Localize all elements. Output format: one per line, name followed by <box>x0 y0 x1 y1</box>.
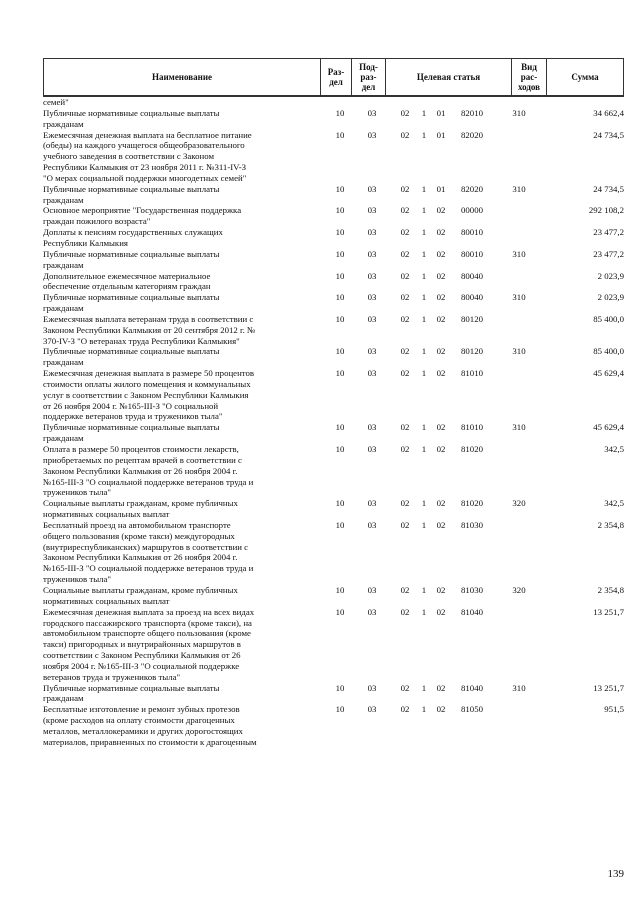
name-cell: Публичные нормативные социальные выплаты гражданам <box>43 183 220 205</box>
podrazdel-cell: 03 <box>367 498 377 509</box>
name-cell: Бесплатные изготовление и ремонт зубных протезов (кроме расходов на оплату стоимости драгоценных металлов, металлокерамики и других дорогостоящих материалов, приравненных по стоимости к драгоценным <box>43 704 257 747</box>
target-article-part4-cell: 81030 <box>461 519 483 530</box>
razdel-cell: 10 <box>335 584 345 595</box>
table-row <box>0 498 640 520</box>
expense-type-cell: 320 <box>512 584 526 595</box>
table-row <box>0 227 640 249</box>
table-row <box>0 444 640 498</box>
name-cell: Публичные нормативные социальные выплаты гражданам <box>43 248 220 270</box>
target-article-part4-cell: 80040 <box>461 270 483 281</box>
podrazdel-cell: 03 <box>367 107 377 118</box>
header-expense-type: Вид рас- ходов <box>512 59 547 95</box>
target-article-part3-cell: 02 <box>436 444 446 454</box>
sum-cell: 45 629,4 <box>593 368 624 379</box>
name-cell: Публичные нормативные социальные выплаты гражданам <box>43 346 220 368</box>
header-target-article: Целевая статья <box>386 59 512 95</box>
target-article-part3-cell: 02 <box>436 606 446 617</box>
table-row <box>0 585 640 607</box>
table-row <box>0 422 640 444</box>
podrazdel-cell: 03 <box>367 227 377 238</box>
target-article-part1-cell: 02 <box>400 444 410 454</box>
table-row <box>0 368 640 422</box>
target-article-part3-cell: 02 <box>436 346 446 357</box>
target-article-part4-cell: 81040 <box>461 682 483 693</box>
razdel-cell: 10 <box>335 704 345 715</box>
expense-type-cell: 310 <box>512 292 526 303</box>
target-article-part2-cell: 1 <box>421 368 427 379</box>
table-body <box>0 97 640 748</box>
target-article-part1-cell: 02 <box>400 682 410 693</box>
name-cell: Дополнительное ежемесячное материальное обеспечение отдельным категориям граждан <box>43 270 211 292</box>
sum-cell: 2 023,9 <box>597 292 624 303</box>
podrazdel-cell: 03 <box>367 606 377 617</box>
table-row <box>0 108 640 130</box>
razdel-cell: 10 <box>335 606 345 617</box>
target-article-part3-cell: 01 <box>436 107 446 118</box>
sum-cell: 2 023,9 <box>597 270 624 281</box>
target-article-part4-cell: 81010 <box>461 368 483 379</box>
razdel-cell: 10 <box>335 107 345 118</box>
podrazdel-cell: 03 <box>367 422 377 433</box>
expense-type-cell: 310 <box>512 682 526 693</box>
target-article-part3-cell: 02 <box>436 292 446 303</box>
target-article-part1-cell: 02 <box>400 498 410 509</box>
podrazdel-cell: 03 <box>367 205 377 216</box>
target-article-part3-cell: 02 <box>436 270 446 281</box>
name-cell: Социальные выплаты гражданам, кроме публичных нормативных социальных выплат <box>43 584 238 606</box>
name-cell: Публичные нормативные социальные выплаты гражданам <box>43 682 220 704</box>
table-row <box>0 292 640 314</box>
target-article-part4-cell: 80120 <box>461 346 483 357</box>
target-article-part3-cell: 02 <box>436 205 446 216</box>
target-article-part2-cell: 1 <box>421 584 427 595</box>
target-article-part2-cell: 1 <box>421 444 427 454</box>
target-article-part2-cell: 1 <box>421 682 427 693</box>
sum-cell: 23 477,2 <box>593 248 624 259</box>
target-article-part3-cell: 02 <box>436 313 446 324</box>
name-cell: Публичные нормативные социальные выплаты гражданам <box>43 422 220 444</box>
target-article-part1-cell: 02 <box>400 183 410 194</box>
expense-type-cell: 310 <box>512 107 526 118</box>
target-article-part3-cell: 01 <box>436 183 446 194</box>
name-cell: Доплаты к пенсиям государственных служащих Республики Калмыкия <box>43 227 223 248</box>
name-cell: Основное мероприятие "Государственная поддержка граждан пожилого возраста" <box>43 205 242 227</box>
sum-cell: 292 108,2 <box>588 205 624 216</box>
podrazdel-cell: 03 <box>367 368 377 379</box>
table-row <box>0 704 640 747</box>
sum-cell: 24 734,5 <box>593 129 624 140</box>
target-article-part1-cell: 02 <box>400 422 410 433</box>
razdel-cell: 10 <box>335 444 345 454</box>
target-article-part2-cell: 1 <box>421 129 427 140</box>
razdel-cell: 10 <box>335 519 345 530</box>
sum-cell: 24 734,5 <box>593 183 624 194</box>
name-cell: Публичные нормативные социальные выплаты гражданам <box>43 107 220 129</box>
name-cell: Ежемесячная денежная выплата за проезд на всех видах городского пассажирского транспорта (кроме такси), на автомобильном транспорте общего пользования (кроме такси) пригородных и внутрирайонных маршрутов в соответствии с Законом Республики Калмыкия от 26 ноября 2004 г. №165-III-З "О социальной поддержке ветеранов труда и тружеников тыла" <box>43 606 255 682</box>
podrazdel-cell: 03 <box>367 346 377 357</box>
target-article-part4-cell: 00000 <box>461 205 483 216</box>
target-article-part3-cell: 02 <box>436 422 446 433</box>
target-article-part1-cell: 02 <box>400 704 410 715</box>
razdel-cell: 10 <box>335 422 345 433</box>
target-article-part2-cell: 1 <box>421 498 427 509</box>
podrazdel-cell: 03 <box>367 129 377 140</box>
razdel-cell: 10 <box>335 248 345 259</box>
sum-cell: 2 354,8 <box>597 584 624 595</box>
target-article-part3-cell: 02 <box>436 682 446 693</box>
table-row <box>0 346 640 368</box>
razdel-cell: 10 <box>335 205 345 216</box>
razdel-cell: 10 <box>335 292 345 303</box>
razdel-cell: 10 <box>335 129 345 140</box>
target-article-part2-cell: 1 <box>421 107 427 118</box>
sum-cell: 23 477,2 <box>593 227 624 238</box>
target-article-part1-cell: 02 <box>400 129 410 140</box>
table-row <box>0 683 640 705</box>
razdel-cell: 10 <box>335 368 345 379</box>
target-article-part1-cell: 02 <box>400 270 410 281</box>
name-cell: семей" <box>43 97 69 107</box>
target-article-part1-cell: 02 <box>400 248 410 259</box>
name-cell: Бесплатный проезд на автомобильном транспорте общего пользования (кроме такси) междугородных (внутриреспубликанских) маршрутов в соответствии с Законом Республики Калмыкия от 26 ноября 2004 г. №165-III-З "О социальной поддержке ветеранов труда и тружеников тыла" <box>43 519 254 585</box>
target-article-part2-cell: 1 <box>421 292 427 303</box>
podrazdel-cell: 03 <box>367 248 377 259</box>
name-cell: Социальные выплаты гражданам, кроме публичных нормативных социальных выплат <box>43 498 238 520</box>
sum-cell: 2 354,8 <box>597 519 624 530</box>
sum-cell: 13 251,7 <box>593 606 624 617</box>
target-article-part1-cell: 02 <box>400 227 410 238</box>
sum-cell: 13 251,7 <box>593 682 624 693</box>
target-article-part3-cell: 02 <box>436 498 446 509</box>
table-row <box>0 205 640 227</box>
razdel-cell: 10 <box>335 498 345 509</box>
expense-type-cell: 310 <box>512 422 526 433</box>
target-article-part1-cell: 02 <box>400 107 410 118</box>
target-article-part4-cell: 82010 <box>461 107 483 118</box>
razdel-cell: 10 <box>335 270 345 281</box>
podrazdel-cell: 03 <box>367 682 377 693</box>
target-article-part2-cell: 1 <box>421 346 427 357</box>
target-article-part3-cell: 02 <box>436 584 446 595</box>
razdel-cell: 10 <box>335 227 345 238</box>
table-row <box>0 130 640 184</box>
target-article-part4-cell: 81010 <box>461 422 483 433</box>
podrazdel-cell: 03 <box>367 183 377 194</box>
target-article-part3-cell: 02 <box>436 227 446 238</box>
target-article-part3-cell: 02 <box>436 368 446 379</box>
expense-type-cell: 310 <box>512 346 526 357</box>
header-razdel: Раз- дел <box>321 59 352 95</box>
target-article-part2-cell: 1 <box>421 704 427 715</box>
name-cell: Оплата в размере 50 процентов стоимости лекарств, приобретаемых по рецептам врачей в соответствии с Законом Республики Калмыкия от 26 ноября 2004 г. №165-III-З "О социальной поддержке ветеранов труда и тружеников тыла" <box>43 444 254 498</box>
table-row <box>0 607 640 683</box>
name-cell: Публичные нормативные социальные выплаты гражданам <box>43 292 220 314</box>
table-row <box>0 249 640 271</box>
podrazdel-cell: 03 <box>367 584 377 595</box>
razdel-cell: 10 <box>335 183 345 194</box>
target-article-part4-cell: 81040 <box>461 606 483 617</box>
expense-type-cell: 320 <box>512 498 526 509</box>
target-article-part2-cell: 1 <box>421 248 427 259</box>
target-article-part1-cell: 02 <box>400 313 410 324</box>
name-cell: Ежемесячная денежная выплата в размере 50 процентов стоимости оплаты жилого помещения и коммунальных услуг в соответствии с Законом Республики Калмыкия от 26 ноября 2004 г. №165-III-З "О социальной поддержке ветеранов труда и тружеников тыла" <box>43 368 255 422</box>
podrazdel-cell: 03 <box>367 292 377 303</box>
target-article-part2-cell: 1 <box>421 313 427 324</box>
razdel-cell: 10 <box>335 346 345 357</box>
sum-cell: 45 629,4 <box>593 422 624 433</box>
sum-cell: 85 400,0 <box>593 346 624 357</box>
table-row <box>0 271 640 293</box>
razdel-cell: 10 <box>335 682 345 693</box>
podrazdel-cell: 03 <box>367 270 377 281</box>
target-article-part3-cell: 01 <box>436 129 446 140</box>
target-article-part4-cell: 81030 <box>461 584 483 595</box>
target-article-part4-cell: 82020 <box>461 129 483 140</box>
razdel-cell: 10 <box>335 313 345 324</box>
target-article-part1-cell: 02 <box>400 606 410 617</box>
target-article-part3-cell: 02 <box>436 519 446 530</box>
table-row <box>0 314 640 347</box>
sum-cell: 34 662,4 <box>593 107 624 118</box>
expense-type-cell: 310 <box>512 248 526 259</box>
sum-cell: 342,5 <box>604 498 624 509</box>
target-article-part4-cell: 81050 <box>461 704 483 715</box>
target-article-part2-cell: 1 <box>421 519 427 530</box>
target-article-part4-cell: 80040 <box>461 292 483 303</box>
target-article-part4-cell: 80120 <box>461 313 483 324</box>
podrazdel-cell: 03 <box>367 444 377 454</box>
target-article-part2-cell: 1 <box>421 606 427 617</box>
sum-cell: 85 400,0 <box>593 313 624 324</box>
name-cell: Ежемесячная выплата ветеранам труда в соответствии с Законом Республики Калмыкия от 20 сентября 2012 г. № 370-IV-З "О ветеранах труда Республики Калмыкия" <box>43 313 256 346</box>
target-article-part1-cell: 02 <box>400 292 410 303</box>
target-article-part2-cell: 1 <box>421 227 427 238</box>
table-header <box>43 58 624 96</box>
target-article-part1-cell: 02 <box>400 368 410 379</box>
target-article-part1-cell: 02 <box>400 346 410 357</box>
target-article-part1-cell: 02 <box>400 584 410 595</box>
target-article-part4-cell: 81020 <box>461 444 483 454</box>
target-article-part4-cell: 82020 <box>461 183 483 194</box>
target-article-part4-cell: 81020 <box>461 498 483 509</box>
target-article-part1-cell: 02 <box>400 519 410 530</box>
target-article-part3-cell: 02 <box>436 248 446 259</box>
target-article-part3-cell: 02 <box>436 704 446 715</box>
target-article-part4-cell: 80010 <box>461 248 483 259</box>
target-article-part1-cell: 02 <box>400 205 410 216</box>
target-article-part4-cell: 80010 <box>461 227 483 238</box>
table-row <box>0 184 640 206</box>
table-row <box>0 520 640 585</box>
expense-type-cell: 310 <box>512 183 526 194</box>
sum-cell: 342,5 <box>604 444 624 454</box>
podrazdel-cell: 03 <box>367 313 377 324</box>
target-article-part2-cell: 1 <box>421 422 427 433</box>
header-podrazdel: Под- раз- дел <box>352 59 386 95</box>
sum-cell: 951,5 <box>604 704 624 715</box>
podrazdel-cell: 03 <box>367 519 377 530</box>
table-row <box>0 97 640 108</box>
target-article-part2-cell: 1 <box>421 183 427 194</box>
header-name: Наименование <box>44 59 321 95</box>
target-article-part2-cell: 1 <box>421 270 427 281</box>
target-article-part2-cell: 1 <box>421 205 427 216</box>
header-sum: Сумма <box>571 72 599 82</box>
name-cell: Ежемесячная денежная выплата на бесплатное питание (обеды) на каждого учащегося общеобразовательного учебного заведения в соответствии с Законом Республики Калмыкия от 23 ноября 2011 г. №311-IV-З "О мерах социальной поддержки многодетных семей" <box>43 129 252 183</box>
page-number: 139 <box>607 868 624 880</box>
podrazdel-cell: 03 <box>367 704 377 715</box>
